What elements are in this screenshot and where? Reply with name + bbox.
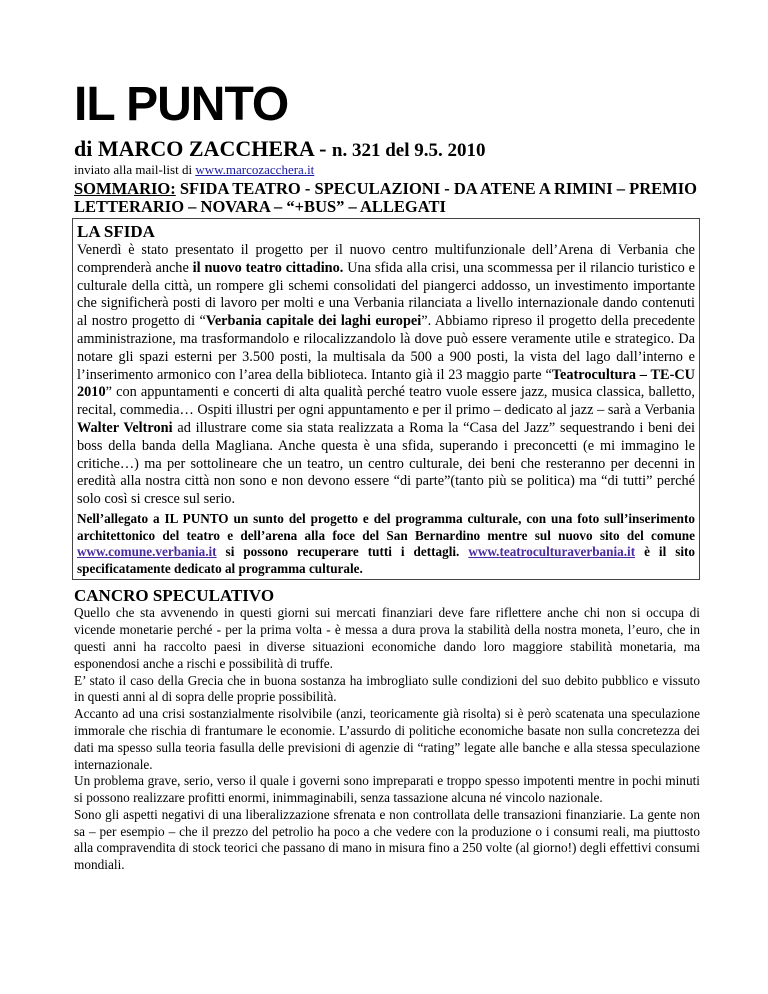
teatrocultura-link[interactable]: www.teatroculturaverbania.it: [468, 544, 636, 560]
body-text: ” con appuntamenti e concerti di alta qualità perché teatro vuole essere jazz, musica classica, balletto, recital, commedia… Ospiti illustri per ogni appuntamento e per il primo – dedicato al jazz – sarà a Verbania: [77, 384, 695, 419]
paragraph: Accanto ad una crisi sostanzialmente risolvibile (anzi, teoricamente già risolta) si è però scatenata una speculazione immorale che rischia di frantumare le economie. L’assurdo di politiche economiche basate non sulla concretezza dei dati ma spesso sulla teoria fasulla delle previsioni di agenzie di “rating” legate alle banche e alla stessa speculazione internazionale.: [74, 706, 700, 772]
author-website-link[interactable]: www.marcozacchera.it: [195, 162, 315, 177]
byline: [74, 136, 700, 162]
body-text: ”. Abbiamo ripreso il progetto della precedente amministrazione, ma trasformandolo e rilocalizzandolo là dove può essere veramente utile e strategico. Da notare gli spazi esterni per 3.500 posti, la multisala da 500 a 900 posti, la vista del lago dall’interno e l’inserimento armonico con l’area della biblioteca. Intanto già il 23 maggio parte “: [77, 313, 696, 383]
body-bold: il nuovo teatro cittadino.: [192, 259, 344, 276]
body-text: Venerdì è stato presentato il progetto per il nuovo centro multifunzionale dell’Arena di Verbania che comprenderà anche: [77, 242, 695, 276]
newsletter-title: IL PUNTO: [74, 78, 289, 131]
section-la-sfida: [72, 218, 700, 580]
section-body-la-sfida: [77, 242, 695, 509]
paragraph: E’ stato il caso della Grecia che in buona sostanza ha imbrogliato sulle condizioni del suo debito pubblico e vissuto in questi anni al di sopra delle proprie possibilità.: [74, 672, 700, 705]
comune-verbania-link[interactable]: www.comune.verbania.it: [77, 544, 217, 560]
paragraph: Sono gli aspetti negativi di una liberalizzazione sfrenata e non controllata delle transazioni finanziarie. La gente non sa – per esempio – che il prezzo del petrolio ha poco a che vedere con la produzione o i consumi reali, ma piuttosto alla compravendita di stock teorici che passano di mano in misura fino a 250 volte (al giorno!) degli effettivi consumi mondiali.: [74, 806, 700, 873]
note-text: si possono recuperare tutti i dettagli.: [216, 544, 469, 560]
mailing-note: [74, 162, 700, 177]
attachment-note: [77, 511, 695, 577]
note-text: è il sito specificatamente dedicato al programma culturale.: [77, 544, 695, 576]
mailing-prefix: inviato alla mail-list di: [74, 162, 196, 177]
issue-number: n. 321 del 9.5. 2010: [331, 140, 486, 161]
byline-author: di MARCO ZACCHERA -: [74, 136, 332, 161]
note-text: Nell’allegato a IL PUNTO un sunto del progetto e del programma culturale, con una foto sull’inserimento architettonico del teatro e dell’arena alla foce del San Bernardino mentre sul nuovo sito del comune: [77, 510, 695, 543]
section-cancro-speculativo: [74, 586, 700, 874]
section-heading-cancro: CANCRO SPECULATIVO: [74, 586, 275, 606]
body-text: Una sfida alla crisi, una scommessa per il rilancio turistico e culturale della città, un rompere gli schemi consolidati del piangerci addosso, un investimento importante che significherà posti di lavoro per molti e una Verbania rilanciata a livello internazionale dando contenuti al nostro progetto di “: [77, 259, 695, 330]
summary: [74, 180, 700, 216]
summary-text: SFIDA TEATRO - SPECULAZIONI - DA ATENE A RIMINI – PREMIO LETTERARIO – NOVARA – “+BUS” – ALLEGATI: [74, 179, 697, 216]
section-heading-la-sfida: LA SFIDA: [77, 222, 155, 241]
summary-label: SOMMARIO:: [74, 179, 176, 198]
body-bold: Teatrocultura – TE-CU 2010: [77, 366, 695, 401]
body-text: ad illustrare come sia stata realizzata a Roma la “Casa del Jazz” sequestrando i beni dei boss della banda della Magliana. Anche questa è una sfida, superando i preconcetti (e mi immagino le critiche…) ma per sottolineare che un teatro, un centro culturale, dei beni che resteranno per decenni in eredità alla nostra città non sono e non devono essere “di parte”(tanto più se politica) ma “di tutti” perché solo così si cresce sul serio.: [77, 419, 695, 508]
paragraph: Un problema grave, serio, verso il quale i governi sono impreparati e troppo spesso impotenti mentre in pochi minuti si possono realizzare profitti enormi, inimmaginabili, senza tassazione alcuna né vincolo nazionale.: [74, 773, 700, 806]
paragraph: Quello che sta avvenendo in questi giorni sui mercati finanziari deve fare riflettere anche chi non si occupa di vicende monetarie perché - per la prima volta - è messa a dura prova la stabilità della nostra moneta, l’euro, che in questi anni ha raccolto paesi in diverse situazioni economiche dando loro maggiore stabilità monetaria, ma esponendosi anche a rischi e possibilità di truffe.: [74, 605, 700, 671]
newsletter-page: [74, 80, 700, 874]
body-bold: Verbania capitale dei laghi europei: [205, 313, 422, 330]
body-bold: Walter Veltroni: [77, 419, 173, 436]
